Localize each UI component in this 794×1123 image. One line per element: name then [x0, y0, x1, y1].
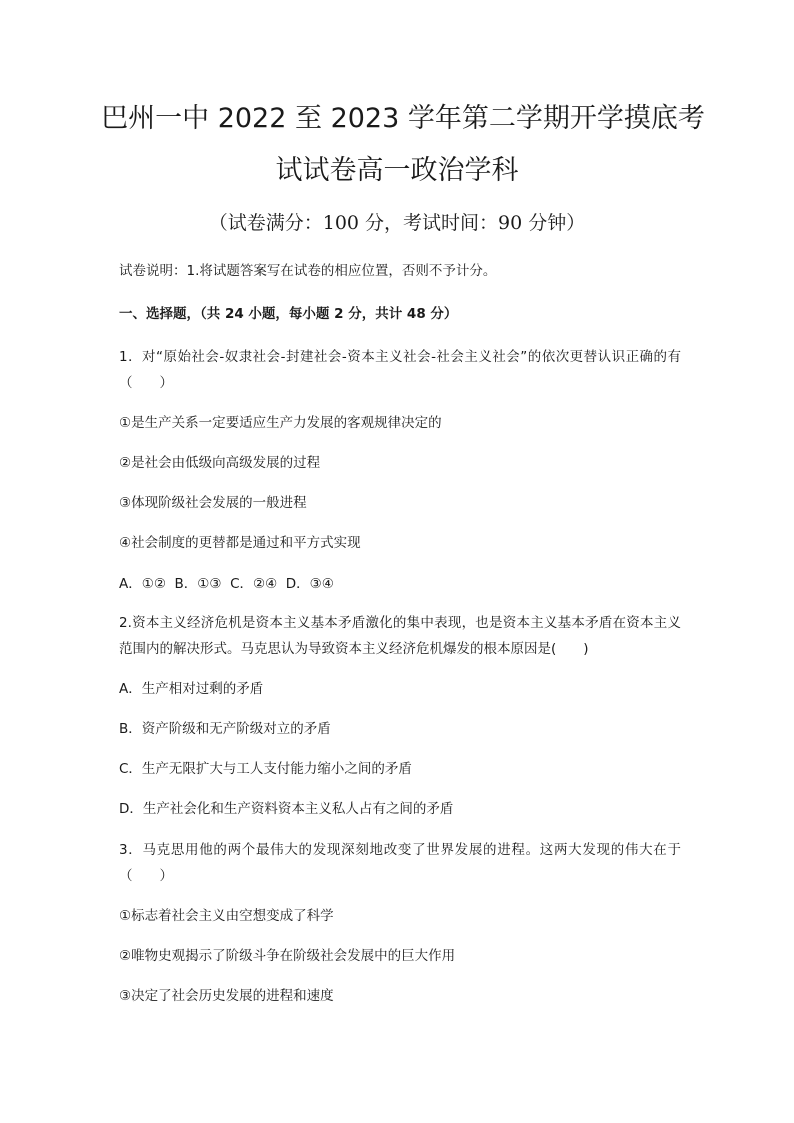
- question-1-stem: 1．对“原始社会-奴隶社会-封建社会-资本主义社会-社会主义社会”的依次更替认识正确的有（ ）: [119, 349, 681, 391]
- question-2-option-c: C．生产无限扩大与工人支付能力缩小之间的矛盾: [119, 761, 412, 777]
- instructions: 试卷说明：1.将试题答案写在试卷的相应位置，否则不予计分。: [119, 263, 497, 279]
- question-1-item-1: ①是生产关系一定要适应生产力发展的客观规律决定的: [119, 415, 442, 431]
- exam-title-line2: 试试卷高一政治学科: [275, 155, 519, 186]
- question-1-item-3: ③体现阶级社会发展的一般进程: [119, 495, 307, 511]
- exam-title-line1: 巴州一中 2022 至 2023 学年第二学期开学摸底考: [101, 103, 705, 134]
- question-2-option-d: D．生产社会化和生产资料资本主义私人占有之间的矛盾: [119, 801, 454, 817]
- question-2-option-b: B．资产阶级和无产阶级对立的矛盾: [119, 721, 331, 737]
- question-3-item-1: ①标志着社会主义由空想变成了科学: [119, 908, 334, 924]
- question-2-stem: 2.资本主义经济危机是资本主义基本矛盾激化的集中表现，也是资本主义基本矛盾在资本主义范围内的解决形式。马克思认为导致资本主义经济危机爆发的根本原因是( ): [119, 615, 681, 657]
- question-1-item-4: ④社会制度的更替都是通过和平方式实现: [119, 535, 361, 551]
- question-3-item-2: ②唯物史观揭示了阶级斗争在阶级社会发展中的巨大作用: [119, 948, 456, 964]
- question-3-item-3: ③决定了社会历史发展的进程和速度: [119, 988, 334, 1004]
- question-2-option-a: A．生产相对过剩的矛盾: [119, 681, 264, 697]
- section-heading: 一、选择题，（共 24 小题，每小题 2 分，共计 48 分）: [119, 306, 458, 322]
- exam-subtitle: （试卷满分：100 分，考试时间：90 分钟）: [208, 212, 586, 234]
- question-3-stem: 3．马克思用他的两个最伟大的发现深刻地改变了世界发展的进程。这两大发现的伟大在于（ ）: [119, 842, 681, 884]
- question-1-item-2: ②是社会由低级向高级发展的过程: [119, 455, 321, 471]
- question-1-options: A．①② B．①③ C．②④ D．③④: [119, 576, 334, 592]
